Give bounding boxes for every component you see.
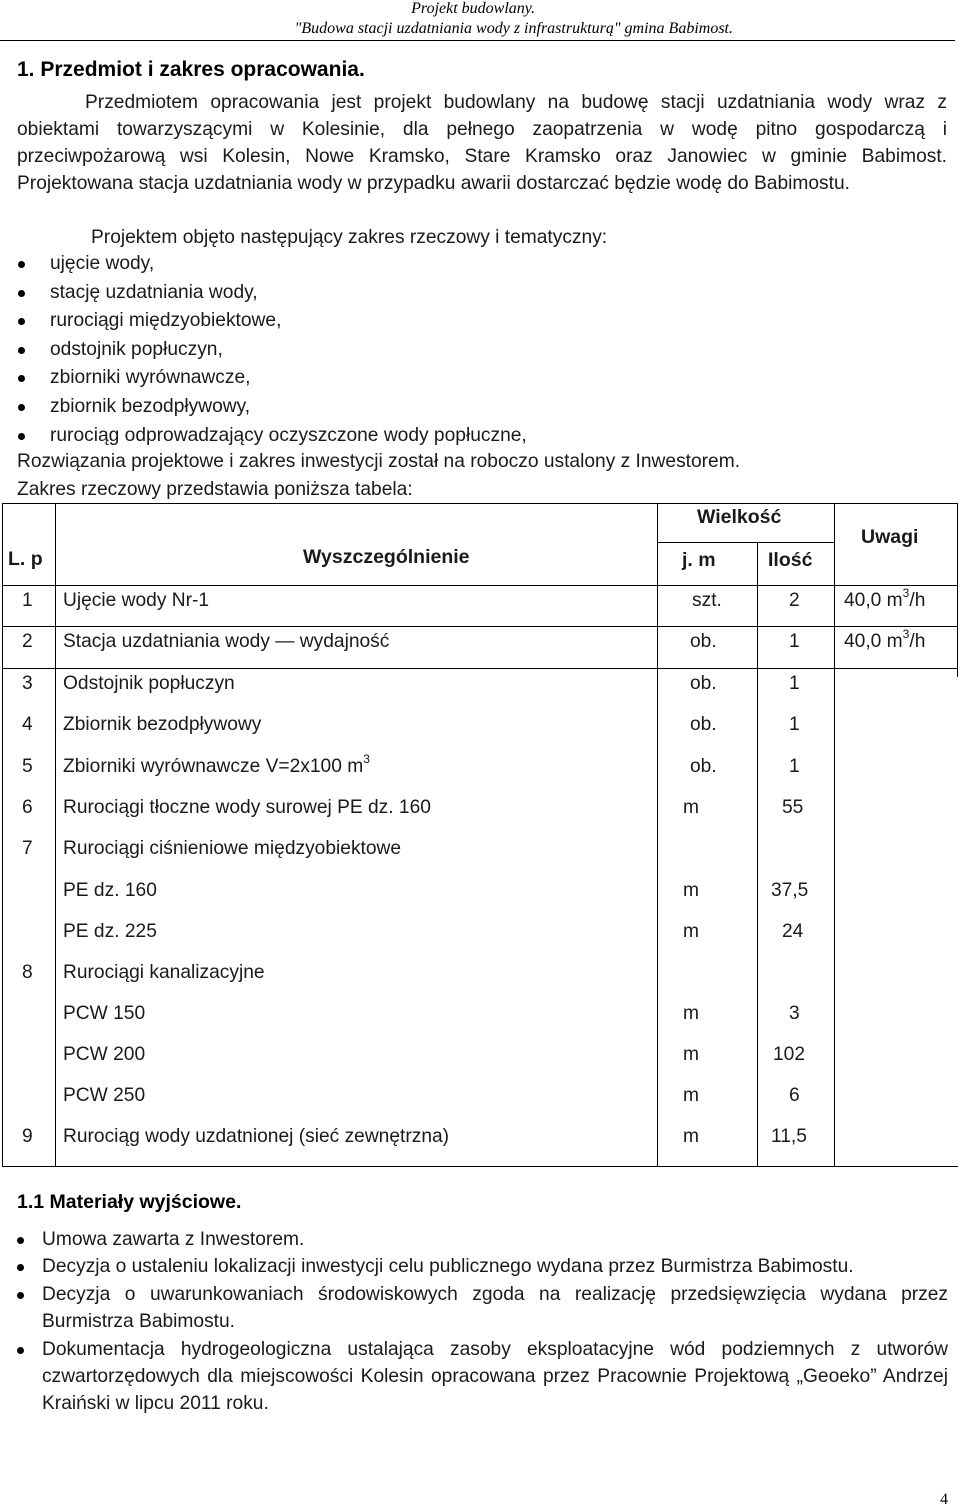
bullet-icon [17,1237,24,1244]
row-amount: 1 [789,631,800,652]
row-number: 9 [22,1126,33,1147]
row-unit: ob. [690,756,717,777]
row-description: Rurociągi tłoczne wody surowej PE dz. 160 [63,797,431,818]
table-row-divider [2,626,958,627]
bullet-icon [18,347,25,354]
row-note-superscript: 3 [902,627,910,641]
row-description: Odstojnik popłuczyn [63,673,235,694]
bullet-icon [17,1347,24,1354]
row-number: 8 [22,962,33,983]
row-number: 3 [22,673,33,694]
row-amount: 1 [789,714,800,735]
row-amount: 102 [773,1044,806,1065]
table-border-left [2,503,3,1167]
row-note [844,586,926,612]
table-border-bottom [2,1166,958,1167]
row-amount: 2 [789,590,800,611]
materials-list [0,1226,948,1418]
row-description [63,752,370,778]
row-description: Rurociąg wody uzdatnionej (sieć zewnętrzna) [63,1126,450,1147]
row-unit: m [683,1044,699,1065]
row-unit: m [683,1085,699,1106]
header-lp: L. p [8,548,43,570]
table-border-right [957,503,958,677]
list-item [0,1253,948,1280]
row-amount: 1 [789,673,800,694]
bullet-icon [18,318,25,325]
row-unit: ob. [690,631,717,652]
list-item [0,1281,948,1336]
list-item [0,1336,948,1418]
page-header [0,0,955,41]
list-item [0,279,527,308]
page-number: 4 [940,1491,948,1508]
list-item-label: Decyzja o ustaleniu lokalizacji inwestycji celu publicznego wydana przez Burmistrza Babimostu. [42,1256,854,1278]
row-amount: 55 [782,797,804,818]
list-item-label: rurociągi międzyobiektowe, [50,310,282,332]
list-item-label: ujęcie wody, [50,253,155,274]
row-unit: ob. [690,714,717,735]
scope-list [0,250,527,450]
row-unit: m [683,880,699,901]
header-line-2: "Budowa stacji uzdatniania wody z infrastrukturą" gmina Babimost. [294,20,733,37]
row-amount: 1 [789,756,800,777]
section-1-title: 1. Przedmiot i zakres opracowania. [17,58,365,81]
list-item-label: Umowa zawarta z Inwestorem. [42,1229,305,1250]
intro-paragraph-text: Przedmiotem opracowania jest projekt budowlany na budowę stacji uzdatniania wody wraz z obiektami towarzyszącymi w Kolesinie, dla pełnego zaopatrzenia w wodę pitno gospodarczą i przeciwpożarową wsi Kolesin, Nowe Kramsko, Stare Kramsko oraz Janowiec w gminie Babimost. Projektowana stacja uzdatniania wody w przypadku awarii dostarczać będzie wodę do Babimostu. [17,92,947,194]
row-description: PE dz. 225 [63,921,157,942]
header-amount: Ilość [768,549,813,571]
bullet-icon [18,404,25,411]
bullet-icon [18,261,25,268]
list-item [0,250,527,279]
row-description: Rurociągi ciśnieniowe międzyobiektowe [63,838,402,859]
row-note-unit: /h [909,631,926,652]
table-col-divider [55,503,56,1167]
row-description-superscript: 3 [363,752,370,766]
bullet-icon [18,375,25,382]
header-quantity-group: Wielkość [697,506,782,528]
row-note-value: 40,0 m [844,631,903,652]
row-note-superscript: 3 [902,586,910,600]
table-header-bottom [2,585,958,586]
row-description: Ujęcie wody Nr-1 [63,590,210,611]
bullet-icon [17,1264,24,1271]
header-line-1: Projekt budowlany. [411,0,535,17]
row-description: PCW 200 [63,1044,146,1065]
header-description: Wyszczególnienie [303,546,470,568]
list-item-label: stację uzdatniania wody, [50,281,258,303]
list-item-label: zbiorniki wyrównawcze, [50,367,251,389]
header-notes: Uwagi [861,526,919,548]
bullet-icon [18,433,25,440]
solutions-note: Rozwiązania projektowe i zakres inwestycji został na roboczo ustalony z Inwestorem. [17,451,741,472]
table-col-divider [834,503,835,1167]
table-col-divider [657,503,658,1167]
row-amount: 3 [789,1003,800,1024]
table-row-divider [2,668,958,669]
row-unit: m [683,1003,699,1024]
row-description: Rurociągi kanalizacyjne [63,962,265,983]
section-1-1-title: 1.1 Materiały wyjściowe. [17,1191,242,1213]
table-border-top [2,503,958,504]
row-note-unit: /h [909,590,926,611]
row-amount: 11,5 [771,1126,807,1147]
list-item-label: odstojnik popłuczyn, [50,338,223,360]
list-item-label: Decyzja o uwarunkowaniach środowiskowych zgoda na realizację przedsięwzięcia wydana przez Burmistrza Babimostu. [42,1283,948,1333]
scope-intro [17,224,947,251]
list-item-label: Dokumentacja hydrogeologiczna ustalająca zasoby eksploatacyjne wód podziemnych z utworów czwartorzędowych dla miejscowości Kolesin opracowana przez Pracownie Projektową „Geoeko” Andrzej Kraiński w lipcu 2011 roku. [42,1338,948,1415]
row-description-text: Zbiorniki wyrównawcze V=2x100 m [63,756,364,777]
list-item [0,393,527,422]
table-header-divider [657,542,834,543]
row-number: 4 [22,714,33,735]
list-item [0,336,527,365]
row-number: 1 [22,590,33,611]
list-item-label: rurociąg odprowadzający oczyszczone wody popłuczne, [50,424,527,446]
row-note-value: 40,0 m [844,590,903,611]
row-description: Stacja uzdatniania wody — wydajność [63,631,390,652]
scope-intro-text: Projektem objęto następujący zakres rzeczowy i tematyczny: [91,227,608,248]
row-unit: m [683,797,699,818]
header-unit: j. m [682,549,716,571]
row-description: Zbiornik bezodpływowy [63,714,262,735]
bullet-icon [17,1292,24,1299]
row-amount: 6 [789,1085,800,1106]
list-item-label: zbiornik bezodpływowy, [50,395,251,417]
row-unit: szt. [692,590,722,611]
intro-paragraph [17,89,947,197]
table-col-divider [757,542,758,1167]
row-number: 7 [22,838,33,859]
list-item [0,364,527,393]
row-note [844,627,926,653]
row-description: PCW 250 [63,1085,146,1106]
row-unit: m [683,1126,699,1147]
list-item [0,1226,948,1253]
table-intro: Zakres rzeczowy przedstawia poniższa tabela: [17,479,413,500]
row-unit: m [683,921,699,942]
row-number: 2 [22,631,33,652]
row-number: 5 [22,756,33,777]
row-number: 6 [22,797,33,818]
bullet-icon [18,290,25,297]
row-amount: 37,5 [771,880,809,901]
row-description: PCW 150 [63,1003,146,1024]
list-item [0,422,527,451]
row-amount: 24 [782,921,804,942]
row-description: PE dz. 160 [63,880,157,901]
list-item [0,307,527,336]
row-unit: ob. [690,673,717,694]
